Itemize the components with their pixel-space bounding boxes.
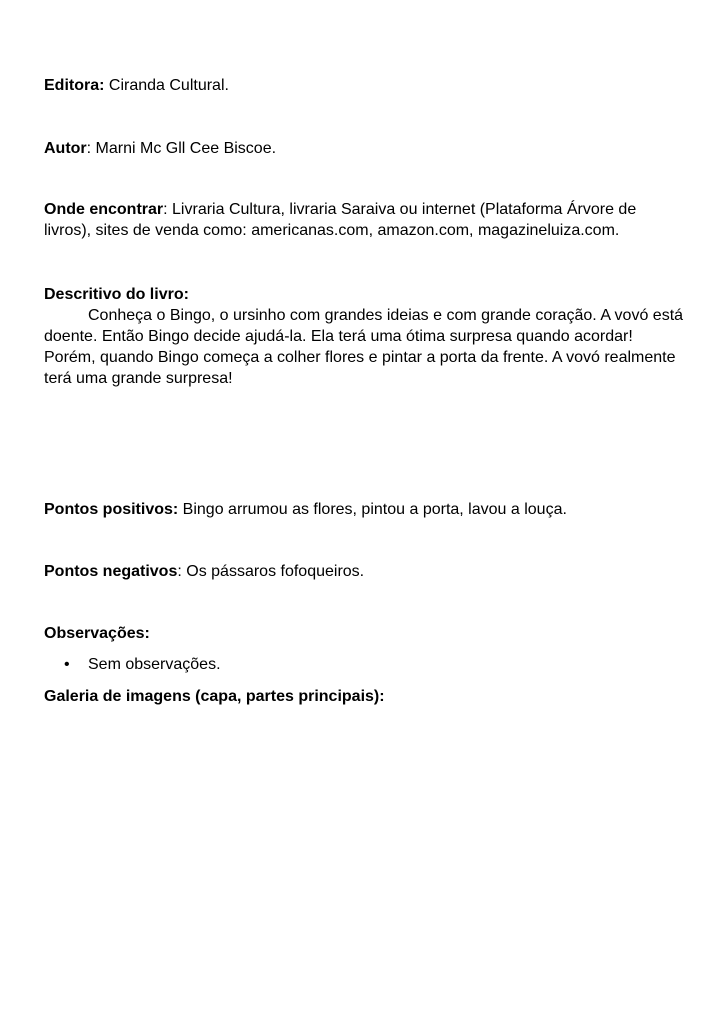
observacoes-heading [44, 623, 684, 644]
editora-value: Ciranda Cultural. [104, 77, 229, 94]
descritivo-text: Conheça o Bingo, o ursinho com grandes ideias e com grande coração. A vovó está doente. Então Bingo decide ajudá-la. Ela terá uma ótima surpresa quando acordar! Porém, quando Bingo começa a colher flores e pintar a porta da frente. A vovó realmente terá uma grande surpresa! [44, 307, 684, 387]
onde-encontrar-label: Onde encontrar [44, 201, 164, 218]
autor-value: : Marni Mc Gll Cee Biscoe. [86, 140, 277, 157]
bullet-icon: • [64, 656, 70, 673]
descritivo-label: Descritivo do livro: [44, 286, 189, 303]
observacoes-label: Observações: [44, 625, 150, 642]
descritivo-section [44, 284, 684, 389]
pontos-negativos-label: Pontos negativos [44, 563, 178, 580]
observacao-item: Sem observações. [88, 656, 221, 673]
autor-label: Autor [44, 140, 87, 157]
onde-encontrar-line [44, 199, 684, 241]
pontos-positivos-label: Pontos positivos: [44, 501, 179, 518]
pontos-negativos-value: : Os pássaros fofoqueiros. [177, 563, 365, 580]
pontos-positivos-value: Bingo arrumou as flores, pintou a porta, lavou a louça. [178, 501, 567, 518]
onde-encontrar-value: : Livraria Cultura, livraria Saraiva ou internet (Plataforma Árvore de livros), sites de venda como: americanas.com, amazon.com, magazineluiza.com. [44, 201, 637, 239]
pontos-positivos-line [44, 499, 684, 520]
descritivo-heading [44, 284, 684, 305]
galeria-heading [44, 686, 684, 707]
editora-line [44, 75, 684, 96]
galeria-label: Galeria de imagens (capa, partes principais): [44, 688, 385, 705]
list-item [64, 654, 664, 675]
editora-label: Editora: [44, 77, 105, 94]
pontos-negativos-line [44, 561, 684, 582]
autor-line [44, 138, 684, 159]
